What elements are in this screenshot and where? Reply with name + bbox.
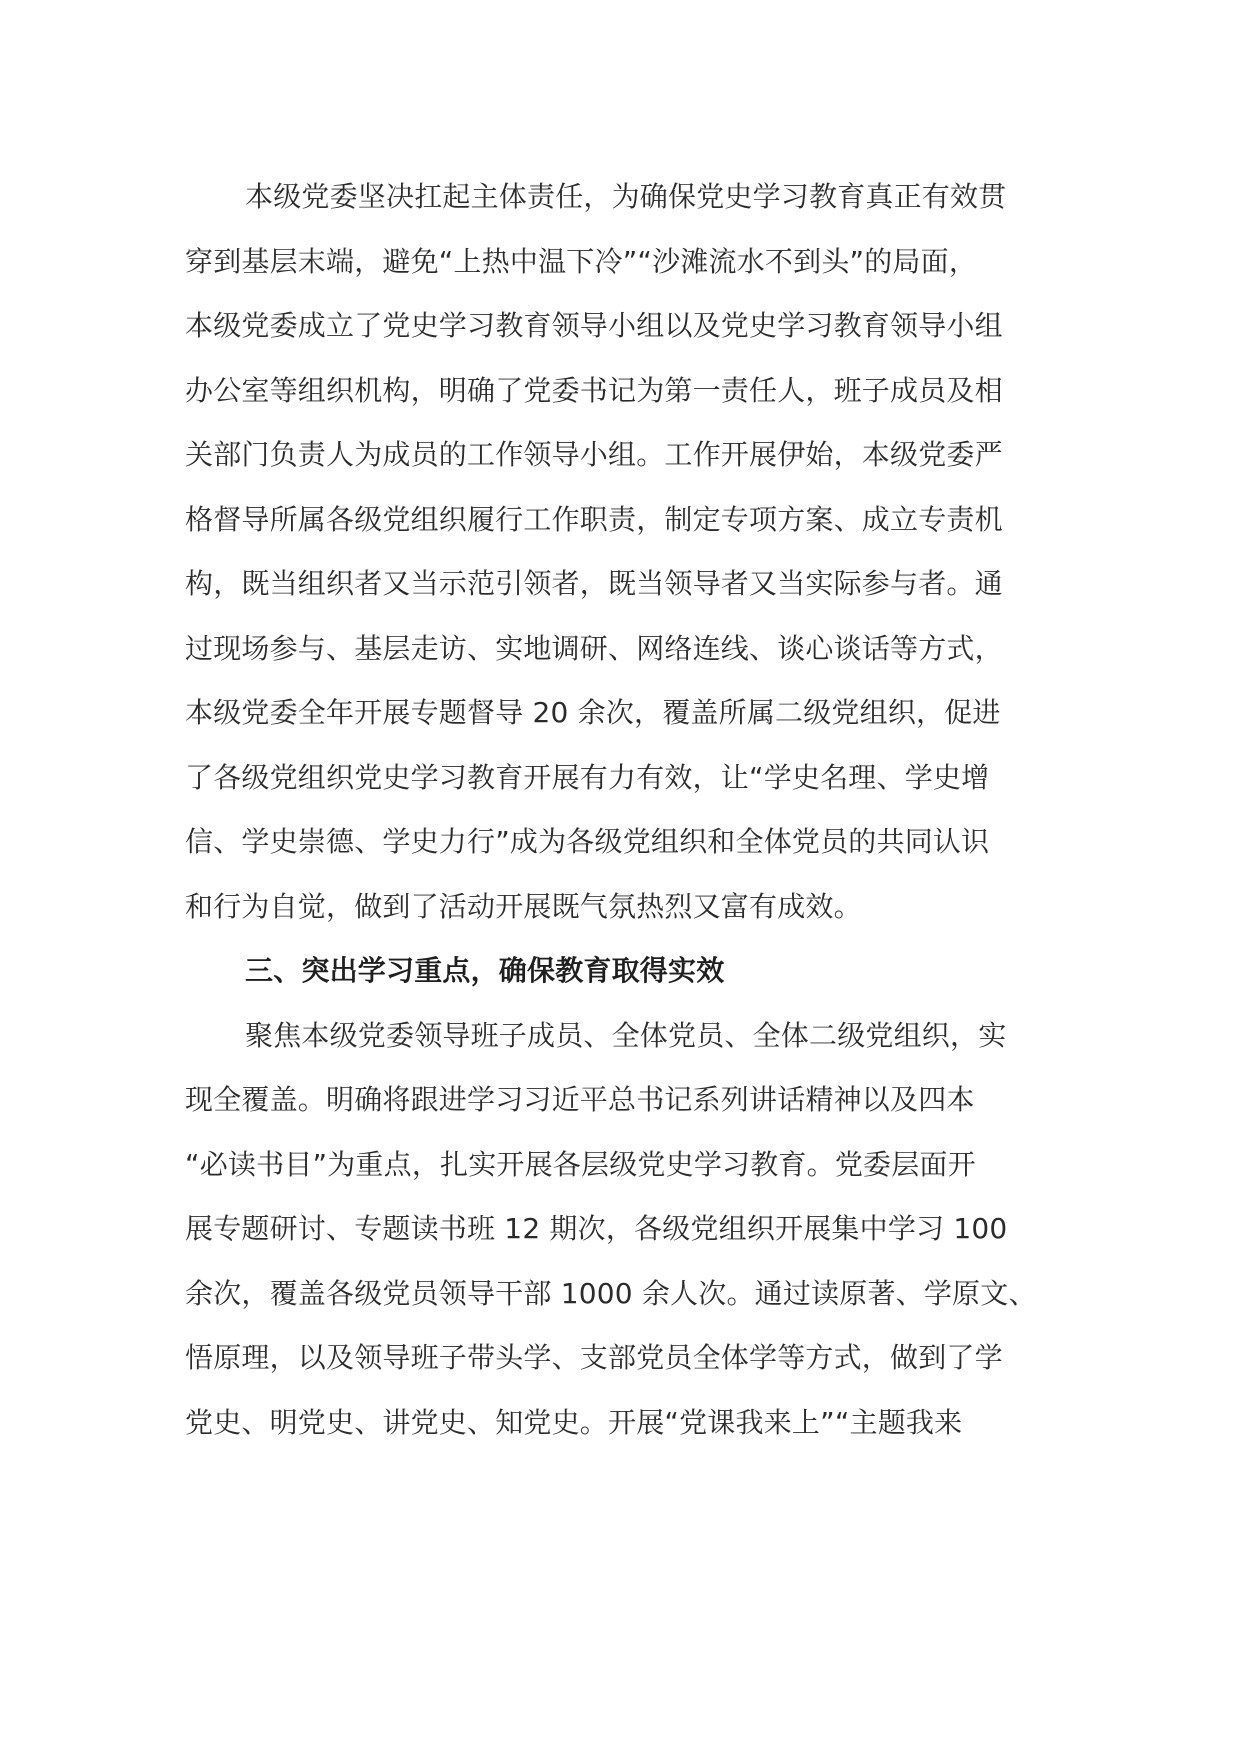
text-line: 信、学史崇德、学史力行”成为各级党组织和全体党员的共同认识	[185, 825, 990, 858]
document-body	[185, 165, 1050, 1455]
text-line: 党史、明党史、讲党史、知党史。开展“党课我来上”“主题我来	[185, 1405, 963, 1439]
text-line: 过现场参与、基层走访、实地调研、网络连线、谈心谈话等方式，	[185, 631, 1003, 665]
text-line: 余次，覆盖各级党员领导干部 1000 余人次。通过读原著、学原文、	[185, 1276, 1037, 1310]
paragraph-1	[185, 165, 1050, 939]
text-line: 关部门负责人为成员的工作领导小组。工作开展伊始，本级党委严	[185, 438, 1003, 471]
text-line: 展专题研讨、专题读书班 12 期次，各级党组织开展集中学习 100	[185, 1212, 1008, 1245]
text-line: 格督导所属各级党组织履行工作职责，制定专项方案、成立专责机	[185, 502, 1003, 536]
section-heading-text: 三、突出学习重点，确保教育取得实效	[245, 954, 725, 987]
text-line: 本级党委坚决扛起主体责任，为确保党史学习教育真正有效贯	[245, 180, 1007, 213]
text-line: 构，既当组织者又当示范引领者，既当领导者又当实际参与者。通	[185, 567, 1003, 600]
text-line: 本级党委全年开展专题督导 20 余次，覆盖所属二级党组织，促进	[185, 696, 1001, 729]
section-heading	[185, 939, 1050, 1004]
text-line: 现全覆盖。明确将跟进学习习近平总书记系列讲话精神以及四本	[185, 1083, 975, 1116]
text-line: 办公室等组织机构，明确了党委书记为第一责任人，班子成员及相	[185, 373, 1003, 407]
text-line: 和行为自觉，做到了活动开展既气氛热烈又富有成效。	[185, 889, 862, 923]
text-line: 了各级党组织党史学习教育开展有力有效，让“学史名理、学史增	[185, 760, 990, 794]
text-line: 悟原理，以及领导班子带头学、支部党员全体学等方式，做到了学	[185, 1341, 1003, 1374]
text-line: “必读书目”为重点，扎实开展各层级党史学习教育。党委层面开	[185, 1147, 976, 1181]
text-line: 本级党委成立了党史学习教育领导小组以及党史学习教育领导小组	[185, 309, 1003, 342]
paragraph-2	[185, 1004, 1050, 1456]
text-line: 聚焦本级党委领导班子成员、全体党员、全体二级党组织，实	[245, 1018, 1007, 1052]
text-line: 穿到基层末端，避免“上热中温下冷”“沙滩流水不到头”的局面，	[185, 244, 978, 278]
